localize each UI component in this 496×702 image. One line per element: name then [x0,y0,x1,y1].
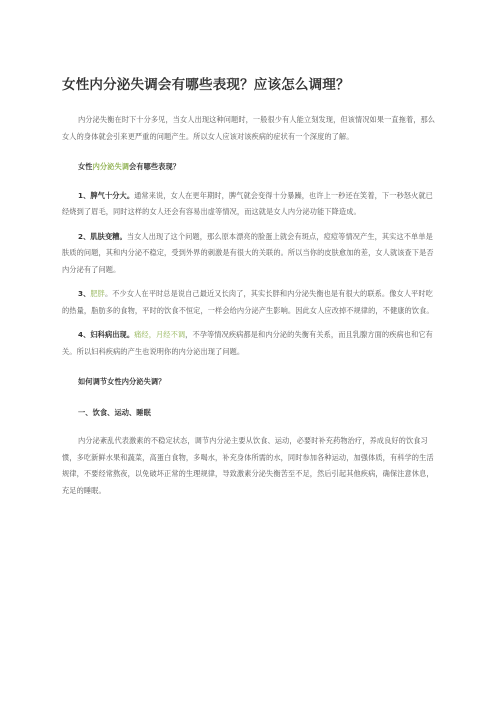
symptom-1-lead: 1、脾气十分大。 [78,190,135,200]
article-title: 女性内分泌失调会有哪些表现？应该怎么调理？ [62,77,350,93]
symptom-item-2 [62,229,437,279]
intro-paragraph: 内分泌失衡在时下十分多见，当女人出现这种问题时，一般很少有人能立刻发现，但该情况如果一直拖着，那么女人的身体就会引来更严重的问题产生。所以女人应该对该疾病的症状有一个深度的了解。 [62,115,436,141]
symptom-4-highlight: 痛经，月经不调 [134,330,186,339]
symptom-4-text: 不孕等情况疾病都是和内分泌的失衡有关系，而且乳腺方面的疾病也和它有关。所以妇科疾病的产生也说明你的内分泌出现了问题。 [62,330,433,356]
symptom-item-3 [62,286,437,319]
symptom-4-lead-tail: ， [185,330,193,339]
symptom-3-highlight: 肥胖 [90,289,105,298]
symptom-3-lead-tail: 。 [104,289,113,298]
symptom-3-lead: 3、 [78,289,91,298]
section2-paragraph: 内分泌紊乱代表激素的不稳定状态，调节内分泌主要从饮食、运动，必要时补充药物治疗，养成良好的饮食习惯，多吃新鲜水果和蔬菜，高蛋白食物，多喝水，补充身体所需的水，同时参加各种运动，加强体质，有科学的生活规律，不要经常熬夜，以免破坏正常的生理规律，导致激素分泌失衡苦至不足，然后引起其他疾病，确保注意休息，充足的睡眠。 [62,436,434,495]
section1-heading-highlight: 内分泌失调 [92,162,130,171]
symptom-1-text: 通常来说，女人在更年期时，脾气就会变得十分暴躁，也许上一秒还在笑着，下一秒怒火就已经烧到了眉毛，同时这样的女人还会有容易出虚等情况，而这就是女人内分泌功能下降造成。 [62,190,433,216]
section1-heading-prefix: 女性 [78,162,93,171]
section2-heading: 如何调节女性内分泌失调？ [78,377,166,386]
symptom-4-lead: 4、妇科病出现。 [78,330,135,339]
section1-heading-suffix: 会有哪些表现？ [129,162,181,171]
section2-subheading: 一、饮食、运动、睡眠 [78,407,151,417]
symptom-3-text: 不少女人在平时总是说自己最近又长肉了，其实长胖和内分泌失衡也是有很大的联系。像女人平时吃的热量，脂肪多的食物，平时的饮食不恒定，一样会给内分泌产生影响。因此女人应改掉不规律的，不健康的饮食。 [62,289,434,315]
document-page [62,76,437,499]
symptom-item-1 [62,188,437,221]
section1-heading [62,159,437,176]
symptom-item-4 [62,327,437,360]
symptom-2-lead: 2、肌肤变糟。 [78,231,127,241]
symptom-2-text: 当女人出现了这个问题，那么原本漂亮的脸蛋上就会有斑点，痘痘等情况产生，其实这不单单是肤质的问题，其和内分泌不稳定，受到外界的刺激是有很大的关联的。所以当你的皮肤愈加的差，女人就该查下是否内分泌有了问题。 [62,231,434,274]
